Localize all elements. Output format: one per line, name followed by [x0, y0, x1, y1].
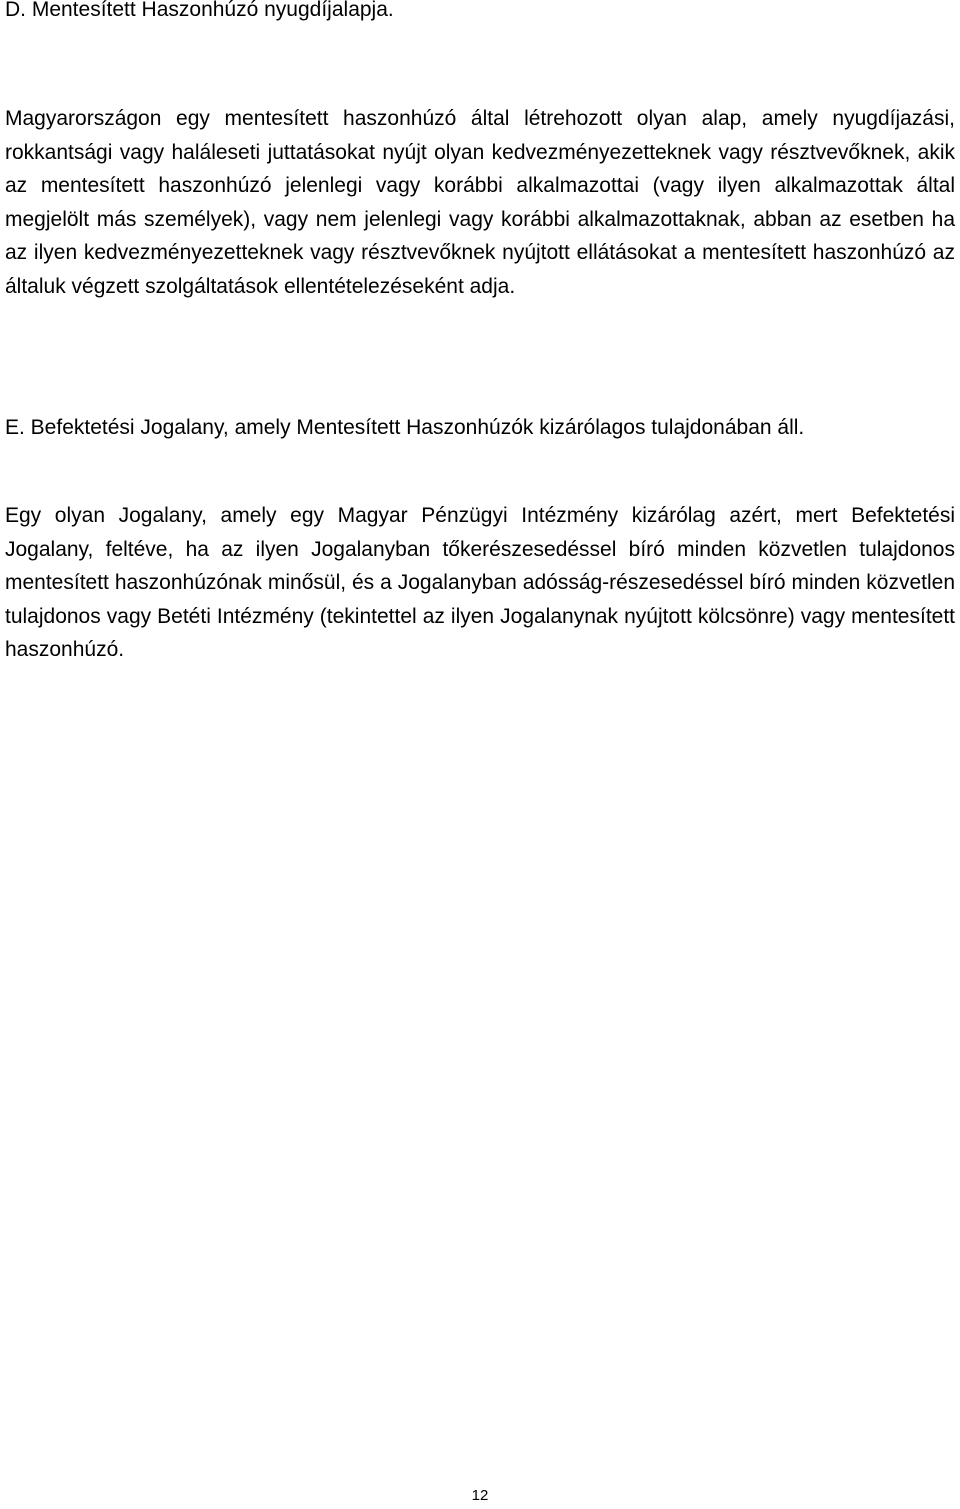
page-number: 12	[471, 1487, 489, 1504]
section-d-body: Magyarországon egy mentesített haszonhúzó által létrehozott olyan alap, amely nyugdíjazási, rokkantsági vagy haláleseti juttatásokat nyújt olyan kedvezményezetteknek vagy résztvevőknek, akik az mentesített haszonhúzó jelenlegi vagy korábbi alkalmazottai (vagy ilyen alkalmazottak által megjelölt más személyek), vagy nem jelenlegi vagy korábbi alkalmazottaknak, abban az esetben ha az ilyen kedvezményezetteknek vagy résztvevőknek nyújtott ellátásokat a mentesített haszonhúzó az általuk végzett szolgáltatások ellentételezéseként adja.	[5, 107, 955, 298]
section-e-body: Egy olyan Jogalany, amely egy Magyar Pénzügyi Intézmény kizárólag azért, mert Befektetési Jogalany, feltéve, ha az ilyen Jogalanyban tőkerészesedéssel bíró minden közvetlen tulajdonos mentesített haszonhúzónak minősül, és a Jogalanyban adósság-részesedéssel bíró minden közvetlen tulajdonos vagy Betéti Intézmény (tekintettel az ilyen Jogalanynak nyújtott kölcsönre) vagy mentesített haszonhúzó.	[5, 504, 955, 661]
section-d-heading: D. Mentesített Haszonhúzó nyugdíjalapja.	[5, 0, 394, 21]
section-e-heading: E. Befektetési Jogalany, amely Mentesített Haszonhúzók kizárólagos tulajdonában áll.	[5, 416, 805, 439]
